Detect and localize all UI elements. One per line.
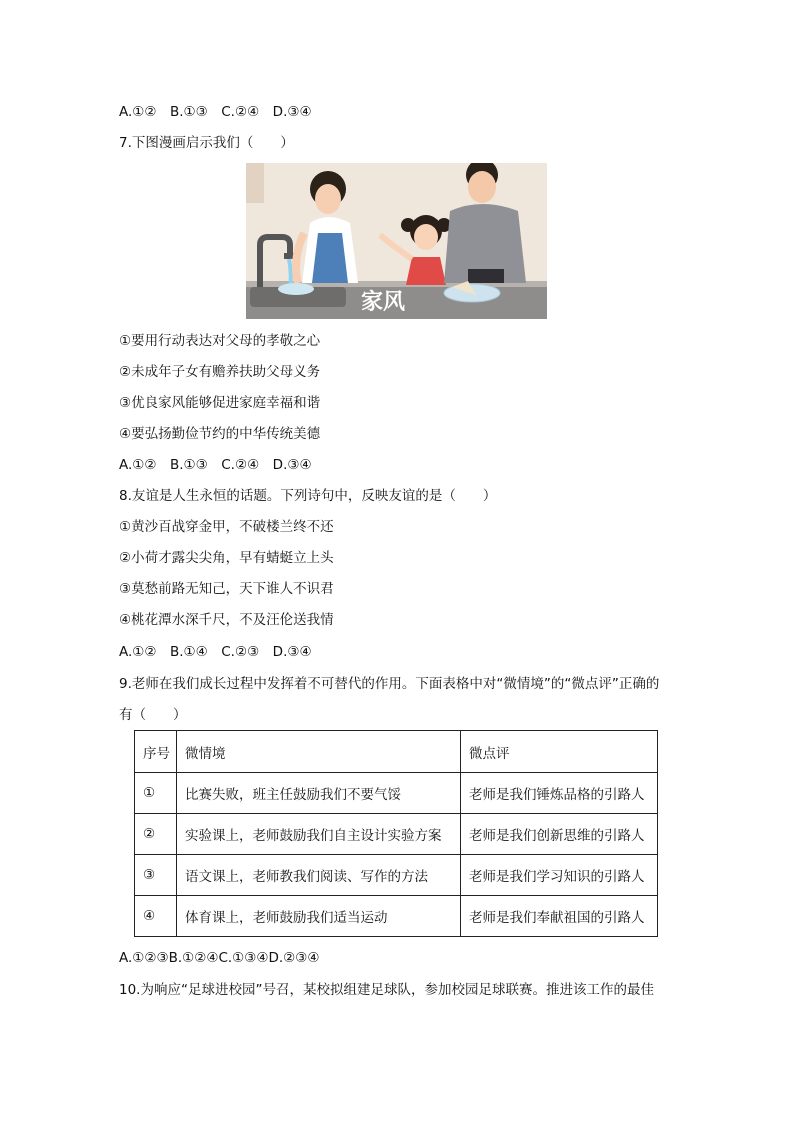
q8-options: A.①② B.①④ C.②③ D.③④ bbox=[119, 644, 312, 660]
q8-stem: 8.友谊是人生永恒的话题。下列诗句中，反映友谊的是（ ） bbox=[119, 488, 497, 504]
table-header-row bbox=[135, 731, 658, 773]
q8-statement-4: ④桃花潭水深千尺，不及汪伦送我情 bbox=[119, 612, 334, 628]
cartoon-caption: 家风 bbox=[360, 289, 406, 315]
table-row bbox=[135, 896, 658, 937]
table-row bbox=[135, 855, 658, 896]
table-cell: 实验课上，老师鼓励我们自主设计实验方案 bbox=[177, 814, 461, 855]
table-header-cell: 微情境 bbox=[177, 731, 461, 773]
q9-options: A.①②③B.①②④C.①③④D.②③④ bbox=[119, 950, 320, 966]
q9-stem-line1: 9.老师在我们成长过程中发挥着不可替代的作用。下面表格中对“微情境”的“微点评”正确的 bbox=[119, 676, 660, 692]
table-row bbox=[135, 773, 658, 814]
family-tradition-cartoon bbox=[246, 163, 547, 319]
q7-statement-3: ③优良家风能够促进家庭幸福和谐 bbox=[119, 395, 321, 411]
table-header-cell: 微点评 bbox=[461, 731, 658, 773]
table-cell: 体育课上，老师鼓励我们适当运动 bbox=[177, 896, 461, 937]
table-row bbox=[135, 814, 658, 855]
table-cell: ③ bbox=[135, 855, 177, 896]
q7-statement-1: ①要用行动表达对父母的孝敬之心 bbox=[119, 333, 321, 349]
table-cell: ① bbox=[135, 773, 177, 814]
q8-statement-1: ①黄沙百战穿金甲，不破楼兰终不还 bbox=[119, 519, 334, 535]
q7-statement-4: ④要弘扬勤俭节约的中华传统美德 bbox=[119, 426, 321, 442]
table-header-cell: 序号 bbox=[135, 731, 177, 773]
q6-options: A.①② B.①③ C.②④ D.③④ bbox=[119, 104, 312, 120]
table-cell: 老师是我们锤炼品格的引路人 bbox=[461, 773, 658, 814]
q8-statement-3: ③莫愁前路无知己，天下谁人不识君 bbox=[119, 581, 334, 597]
q10-stem: 10.为响应“足球进校园”号召，某校拟组建足球队，参加校园足球联赛。推进该工作的最佳 bbox=[119, 982, 654, 998]
table-cell: 比赛失败，班主任鼓励我们不要气馁 bbox=[177, 773, 461, 814]
q7-options: A.①② B.①③ C.②④ D.③④ bbox=[119, 457, 312, 473]
q8-statement-2: ②小荷才露尖尖角，早有蜻蜓立上头 bbox=[119, 550, 334, 566]
q9-table bbox=[134, 730, 658, 937]
q7-stem: 7.下图漫画启示我们（ ） bbox=[119, 135, 294, 151]
table-cell: 老师是我们奉献祖国的引路人 bbox=[461, 896, 658, 937]
table-cell: 语文课上，老师教我们阅读、写作的方法 bbox=[177, 855, 461, 896]
table-cell: ② bbox=[135, 814, 177, 855]
q7-statement-2: ②未成年子女有赡养扶助父母义务 bbox=[119, 364, 321, 380]
table-cell: 老师是我们学习知识的引路人 bbox=[461, 855, 658, 896]
table-cell: 老师是我们创新思维的引路人 bbox=[461, 814, 658, 855]
table-cell: ④ bbox=[135, 896, 177, 937]
q9-stem-line2: 有（ ） bbox=[119, 707, 187, 723]
cartoon-illustration bbox=[246, 163, 547, 319]
